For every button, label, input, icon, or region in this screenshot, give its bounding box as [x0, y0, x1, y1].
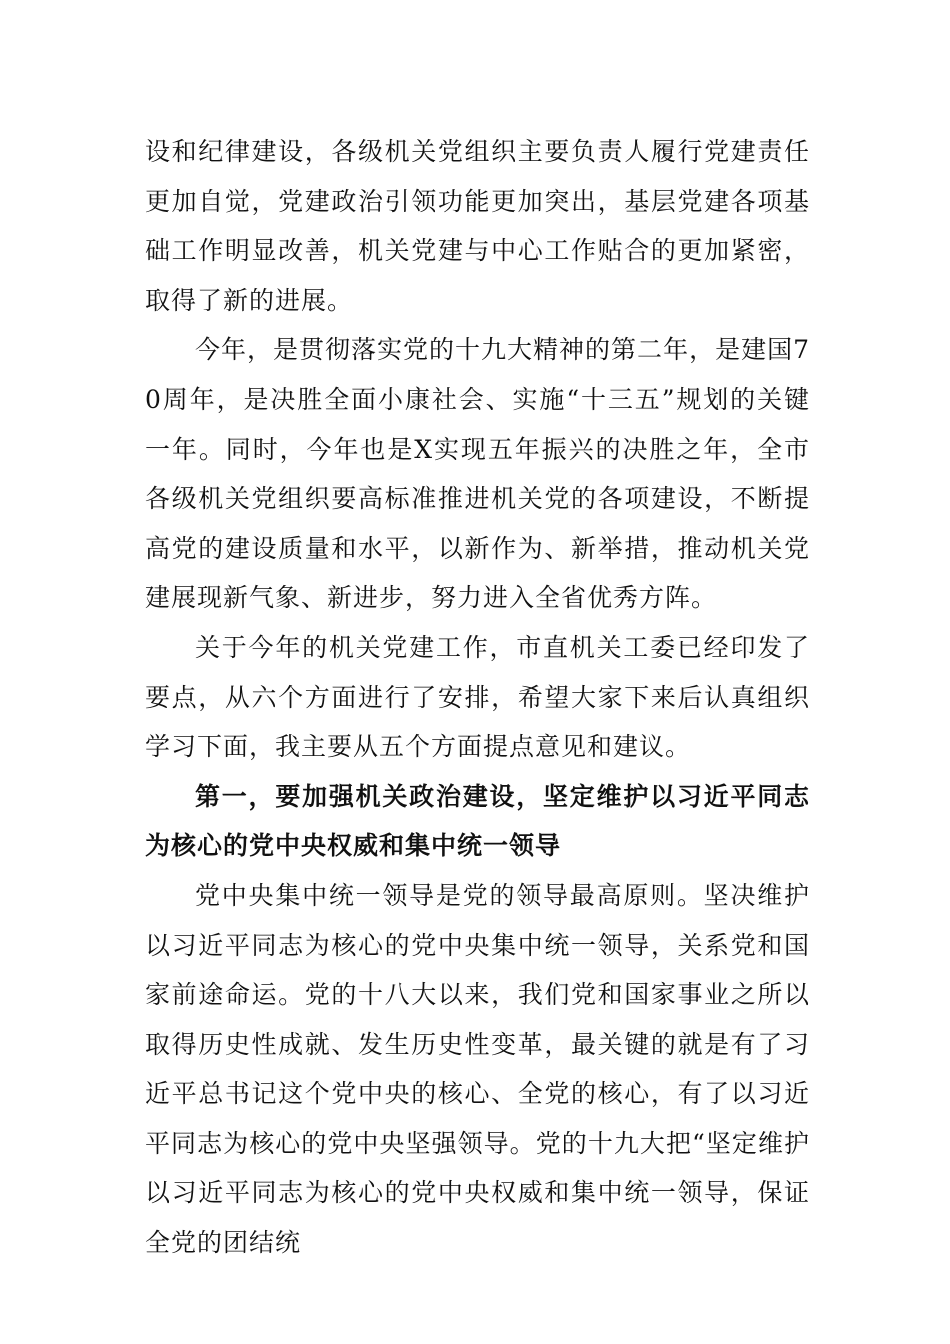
paragraph-work-points: 关于今年的机关党建工作，市直机关工委已经印发了要点，从六个方面进行了安排，希望大家下来后认真组织学习下面，我主要从五个方面提点意见和建议。: [145, 632, 810, 762]
paragraph-this-year: 今年，是贯彻落实党的十九大精神的第二年，是建国70周年，是决胜全面小康社会、实施“十三五”规划的关键一年。同时，今年也是X实现五年振兴的决胜之年，全市各级机关党组织要高标准推进机关党的各项建设，不断提高党的建设质量和水平，以新作为、新举措，推动机关党建展现新气象、新进步，努力进入全省优秀方阵。: [145, 335, 810, 613]
paragraph-continued: 设和纪律建设，各级机关党组织主要负责人履行党建责任更加自觉，党建政治引领功能更加突出，基层党建各项基础工作明显改善，机关党建与中心工作贴合的更加紧密，取得了新的进展。: [145, 137, 810, 315]
document-body: [145, 127, 810, 1268]
section-heading-first: 第一，要加强机关政治建设，坚定维护以习近平同志为核心的党中央权威和集中统一领导: [145, 781, 810, 861]
paragraph-central-leadership: 党中央集中统一领导是党的领导最高原则。坚决维护以习近平同志为核心的党中央集中统一领导，关系党和国家前途命运。党的十八大以来，我们党和国家事业之所以取得历史性成就、发生历史性变革，最关键的就是有了习近平总书记这个党中央的核心、全党的核心，有了以习近平同志为核心的党中央坚强领导。党的十九大把“坚定维护以习近平同志为核心的党中央权威和集中统一领导，保证全党的团结统: [145, 880, 810, 1258]
